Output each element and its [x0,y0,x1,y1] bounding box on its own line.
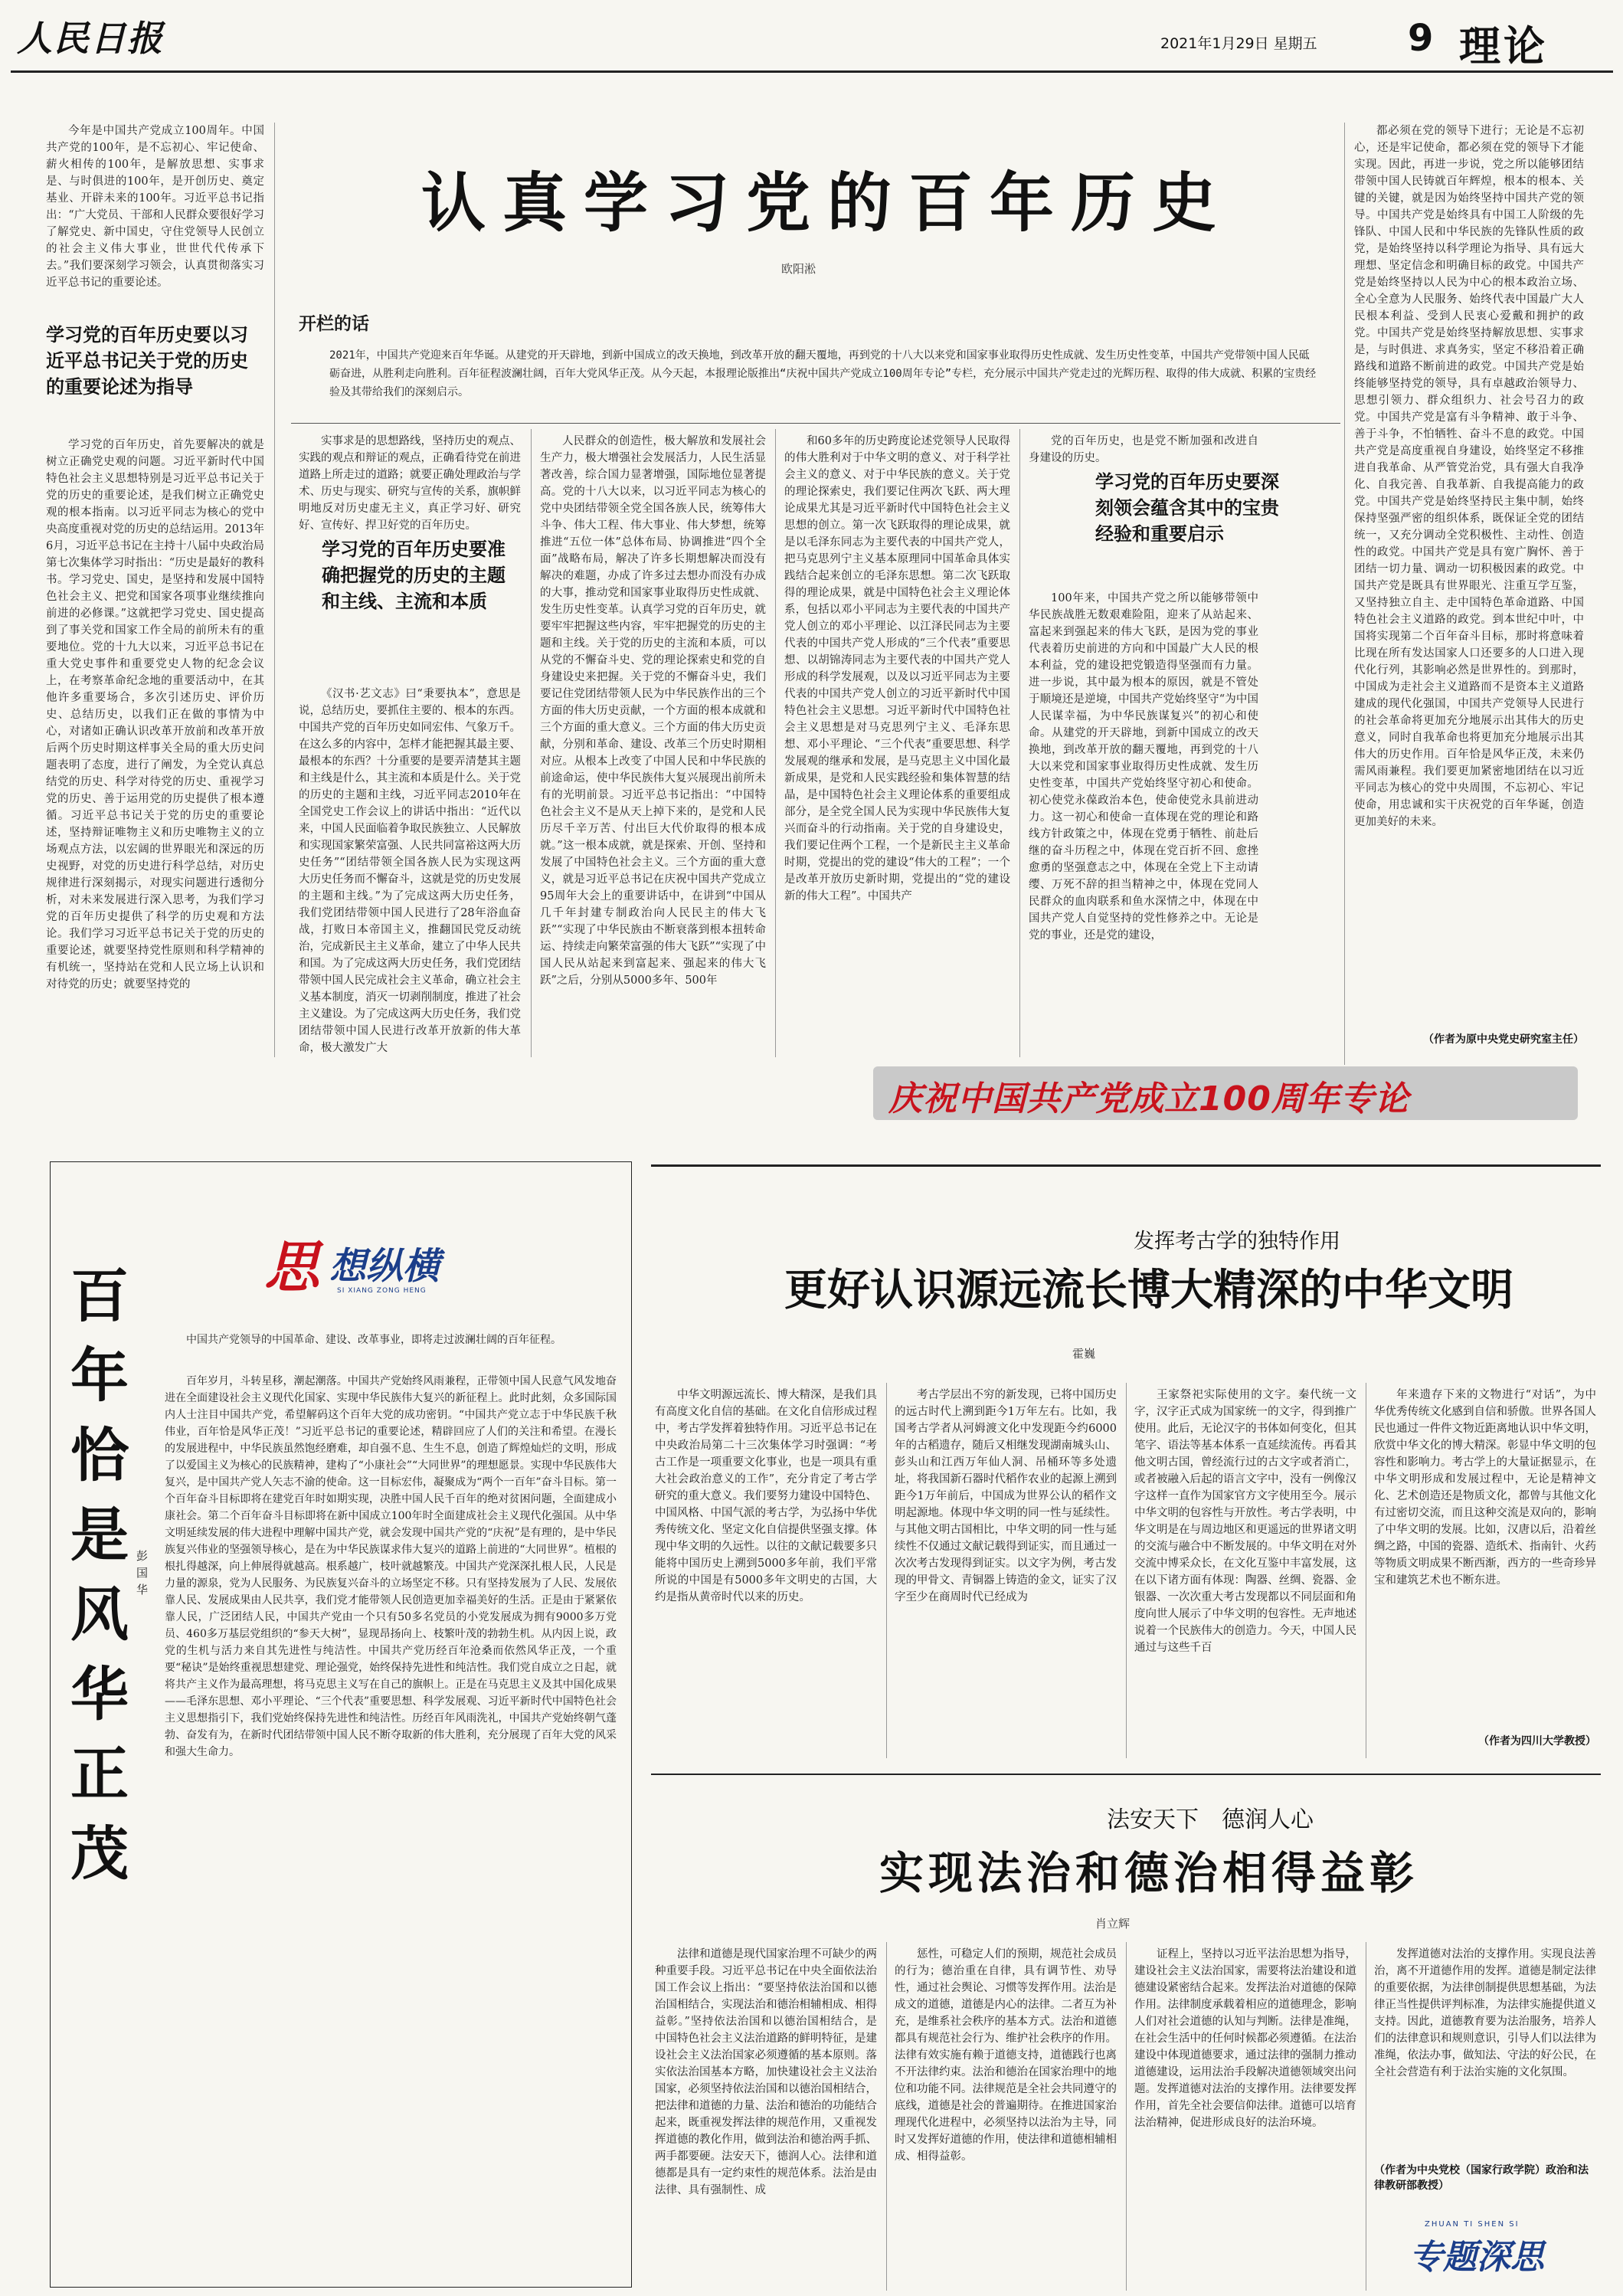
think-logo-char: 思 [264,1234,320,1299]
main-col-4: 和60多年的历史跨度论述党领导人民取得的伟大胜利对于中华文明的意义、对于科学社会主义的意义、对于中华民族的意义。关于党的理论探索史，我们要记住两次飞跃、两大理论成果尤其是习近平新时代中国特色社会主义思想的创立。第一次飞跃取得的理论成果，就是以毛泽东同志为主要代表的中国共产党人，把马克思列宁主义基本原理同中国革命具体实践结合起来创立的毛泽东思想。第二次飞跃取得的理论成果，就是中国特色社会主义理论体系，包括以邓小平同志为主要代表的中国共产党人创立的邓小平理论、以江泽民同志为主要代表的中国共产党人形成的“三个代表”重要思想、以胡锦涛同志为主要代表的中国共产党人形成的科学发展观，以及以习近平同志为主要代表的中国共产党人创立的习近平新时代中国特色社会主义思想。习近平新时代中国特色社会主义思想是对马克思列宁主义、毛泽东思想、邓小平理论、“三个代表”重要思想、科学发展观的继承和发展，是马克思主义中国化最新成果，是党和人民实践经验和集体智慧的结晶，是中国特色社会主义理论体系的重要组成部分，是全党全国人民为实现中华民族伟大复兴而奋斗的行动指南。关于党的自身建设史，我们要记住两个工程，一个是新民主主义革命时期，党提出的党的建设“伟大的工程”；一个是改革开放历史新时期，党提出的“党的建设新的伟大工程”。中国共产 [784,435,1010,902]
col-divider [531,429,532,1057]
law-title: 实现法治和德治相得益彰 [879,1847,1418,1899]
law-col-2: 惩性，可稳定人们的预期，规范社会成员的行为；德治重在自律，具有调节性、劝导性，通过社会舆论、习惯等发挥作用。法治是成文的道德，道德是内心的法律。二者互为补充，是维系社会秩序的基本方式。法治和道德都具有规范社会行为、维护社会秩序的作用。法律有效实施有赖于道德支持，道德践行也离不开法律约束。法治和德治在国家治理中的地位和功能不同。法律规范是全社会共同遵守的底线，道德是社会的普遍期待。在推进国家治理现代化进程中，必须坚持以法治为主导，同时又发挥好道德的作用，使法律和道德相辅相成、相得益彰。 [895,1948,1117,2163]
archaeology-col-1: 中华文明源远流长、博大精深，是我们具有高度文化自信的基础。在文化自信形成过程中，考古学发挥着独特作用。习近平总书记在中央政治局第二十三次集体学习时强调：“考古工作是一项重要文化事业，也是一项具有重大社会政治意义的工作”，充分肯定了考古学研究的重大意义。我们要努力建设中国特色、中国风格、中国气派的考古学，为弘扬中华优秀传统文化、坚定文化自信提供坚强支撑。体现中华文明的久远性。以往的文献记载要多只能将中国历史上溯到5000多年前，我们平常所说的中国是有5000多年文明史的古国，大约是指从黄帝时代以来的历史。 [655,1389,877,1603]
masthead-logo: 人民日报 [17,18,164,59]
main-author: 欧阳淞 [781,262,816,276]
banner-text: 庆祝中国共产党成立100周年专论 [888,1079,1409,1119]
col-divider [886,1383,887,1758]
column-intro-label: 开栏的话 [299,314,369,334]
main-col-1: 学习党的百年历史，首先要解决的就是树立正确党史观的问题。习近平新时代中国特色社会主义思想特别是习近平总书记关于党的历史的重要论述，是我们树立正确党史观的根本指南。以习近平同志为核心的党中央高度重视对党的历史的总结运用。2013年6月，习近平总书记在主持十八届中央政治局第七次集体学习时指出：“历史是最好的教科书。学习党史、国史，是坚持和发展中国特色社会主义、把党和国家各项事业继续推向前进的必修课。”这就把学习党史、国史提高到了事关党和国家工作全局的前所未有的重要地位。党的十九大以来，习近平总书记在重大党史事件和重要党史人物的纪念会议上，在考察革命纪念地的重要活动中，在其他许多重要场合，多次引述历史、评价历史、总结历史，以我们正在做的事情为中心，对诸如正确认识改革开放前和改革开放后两个历史时期这样事关全局的重大历史问题表明了态度，进行了阐发，为全党认真总结党的历史、科学对待党的历史、重视学习党的历史、善于运用党的历史提供了根本遵循。习近平总书记关于党的历史的重要论述，坚持辩证唯物主义和历史唯物主义的立场观点方法，以宏阔的世界眼光和深远的历史视野，对党的历史进行科学总结，对历史规律进行深刻揭示，对现实问题进行透彻分析，对未来发展进行深入思考，为我们学习党的百年历史提供了科学的历史观和方法论。我们学习习近平总书记关于党的历史的重要论述，就要坚持党性原则和科学精神的有机统一，坚持站在党和人民立场上认识和对待党的历史；就要坚持党的 [46,439,264,991]
section-rule [651,1774,1601,1775]
main-col-5b: 100年来，中国共产党之所以能够带领中华民族战胜无数艰难险阻，迎来了从站起来、富起来到强起来的伟大飞跃，是因为党的事业代表着历史前进的方向和中国最广大人民的根本利益，党的建设把党锻造得坚强而有力量。进一步说，其中最为根本的原因，就是不管处于顺境还是逆境，中国共产党始终坚守“为中国人民谋幸福，为中华民族谋复兴”的初心和使命。从建党的开天辟地，到新中国成立的改天换地，到改革开放的翻天覆地，再到党的十八大以来党和国家事业取得历史性成就、发生历史性变革，中国共产党始终坚守初心和使命。初心使党永葆政治本色，使命使党永具前进动力。这一初心和使命一直体现在党的理论和路线方针政策之中，体现在党勇于牺牲、前赴后继的奋斗历程之中，体现在党百折不回、愈挫愈勇的坚强意志之中，体现在全党上下主动请缨、万死不辞的担当精神之中，体现在党同人民群众的血肉联系和鱼水深情之中，体现在中国共产党人自觉坚持的党性修养之中。无论是党的事业，还是党的建设， [1029,592,1258,942]
masthead-date: 2021年1月29日 星期五 [1160,35,1317,52]
col-divider [1344,123,1345,1065]
main-col-6: 都必须在党的领导下进行；无论是不忘初心，还是牢记使命，都必须在党的领导下才能实现。因此，再进一步说，党之所以能够团结带领中国人民铸就百年辉煌，根本的根本、关键的关键，就是因为始终坚持中国共产党的领导。中国共产党是始终具有中国工人阶级的先锋队、中国人民和中华民族的先锋队性质的政党，是始终坚持以科学理论为指导、具有远大理想、坚定信念和明确目标的政党。中国共产党是始终坚持以人民为中心的根本政治立场、全心全意为人民服务、始终代表中国最广大人民根本利益、受到人民衷心爱戴和拥护的政党。中国共产党是始终坚持解放思想、实事求是，与时俱进、求真务实，坚定不移沿着正确路线和道路不断前进的政党。中国共产党是始终能够坚持党的领导，具有卓越政治领导力、思想引领力、群众组织力、社会号召力的政党。中国共产党是富有斗争精神、敢于斗争、善于斗争，不怕牺牲、奋斗不息的政党。中国共产党是高度重视自身建设，始终坚定不移推进自我革命、从严管党治党，具有强大自我净化、自我完善、自我革新、自我提高能力的政党。中国共产党是始终坚持民主集中制，始终保持坚强严密的组织体系，既保证全党的团结统一，又充分调动全党积极性、主动性、创造性的政党。中国共产党是具有宽广胸怀、善于团结一切力量、调动一切积极因素的政党。中国共产党是既具有世界眼光、注重互学互鉴，又坚持独立自主、走中国特色革命道路、中国特色社会主义道路的政党。到本世纪中叶，中国将实现第二个百年奋斗目标，那时将意味着比现在所有发达国家人口还要多的人口进入现代化行列，其影响必然是世界性的。到那时，中国成为走社会主义道路而不是资本主义道路建成的现代化强国，中国共产党领导人民进行的社会革命将更加充分地展示出其伟大的历史意义，同时自我革命也将更加充分地展示出其伟大的历史作用。百年恰是风华正茂，未来仍需风雨兼程。我们要更加紧密地团结在以习近平同志为核心的党中央周围，不忘初心、牢记使命，用忠诚和实干庆祝党的百年华诞，创造更加美好的未来。 [1354,125,1584,828]
law-col-1: 法律和道德是现代国家治理不可缺少的两种重要手段。习近平总书记在中央全面依法治国工作会议上指出：“要坚持依法治国和以德治国相结合，实现法治和德治相辅相成、相得益彰。”坚持依法治国和以德治国相结合，是中国特色社会主义法治道路的鲜明特征，是建设社会主义法治国家必须遵循的基本原则。落实依法治国基本方略，加快建设社会主义法治国家，必须坚持依法治国和以德治国相结合，把法律和道德的力量、法治和德治的功能结合起来，既重视发挥法律的规范作用，又重视发挥道德的教化作用，做到法治和德治两手抓、两手都要硬。法安天下，德润人心。法律和道德都是具有一定约束性的规范体系。法治是由法律、具有强制性、成 [655,1948,877,2196]
main-signature: （作者为原中央党史研究室主任） [1423,1033,1584,1046]
main-col-5a: 党的百年历史，也是党不断加强和改进自身建设的历史。 [1029,435,1258,464]
law-signature: （作者为中央党校（国家行政学院）政治和法律教研部教授） [1374,2164,1589,2192]
main-col-2b: 《汉书·艺文志》曰“秉要执本”，意思是说，总结历史，要抓住主要的、根本的东西。中国共产党的百年历史如同宏伟、气象万千。在这么多的内容中，怎样才能把握其最主要、最根本的东西？十分重要的是要弄清楚其主题和主线是什么，其主流和本质是什么。关于党的历史的主题和主线，习近平同志2010年在全国党史工作会议上的讲话中指出：“近代以来，中国人民面临着争取民族独立、人民解放和实现国家繁荣富强、人民共同富裕这两大历史任务”“团结带领全国各族人民为实现这两大历史任务而不懈奋斗，这就是党的历史发展的主题和主线。”为了完成这两大历史任务，我们党团结带领中国人民进行了28年浴血奋战，打败日本帝国主义，推翻国民党反动统治，完成新民主主义革命，建立了中华人民共和国。为了完成这两大历史任务，我们党团结带领中国人民完成社会主义革命，确立社会主义基本制度，消灭一切剥削制度，推进了社会主义建设。为了完成这两大历史任务，我们党团结带领中国人民进行改革开放新的伟大革命，极大激发广大 [299,688,521,1054]
think-title: 百年恰是风华正茂 [70,1262,129,1888]
law-author: 肖立辉 [1095,1917,1131,1931]
think-logo-text: 想纵横 [329,1245,440,1288]
col-divider [886,1942,887,2291]
col-divider [1126,1942,1127,2291]
archaeology-col-3: 王家祭祀实际使用的文字。秦代统一文字，汉字正式成为国家统一的文字，得到推广使用。此后，无论汉字的书体如何变化，但其笔字、语法等基本体系一直延续流传。再看其他文明古国，曾经流行过的古文字或者消亡，或者被融入后起的语言文字中，没有一例像汉字这样一直作为国家官方文字使用至今。展示中华文明的包容性与开放性。考古学表明，中华文明是在与周边地区和更遥远的世界诸文明的交流与融合中不断发展的。中华文明在对外交流中博采众长，在文化互鉴中丰富发展，这在以下诸方面有体现：陶器、丝绸、瓷器、金银器、一次次重大考古发现都以不同层面和角度向世人展示了中华文明的包容性。无声地述说着一个民族伟大的创造力。今天，中国人民通过与这些千百 [1134,1389,1356,1654]
col-divider [274,123,275,1057]
law-col-4: 发挥道德对法治的支撑作用。实现良法善治，离不开道德作用的发挥。道德是制定法律的重要依据，为法律创制提供思想基础，为法律正当性提供评判标准，为法律实施提供道义支持。因此，道德教育要为法治服务，培养人们的法律意识和规则意识，引导人们以法律为准绳，依法办事，做知法、守法的好公民，在全社会营造有利于法治实施的文化氛围。 [1374,1948,1596,2078]
law-kicker: 法安天下 德润人心 [1107,1806,1314,1833]
intro-rule [291,423,1340,424]
archaeology-signature: （作者为四川大学教授） [1478,1735,1596,1747]
think-author: 彭国华 [136,1549,149,1597]
archaeology-col-4: 年来遗存下来的文物进行“对话”，为中华优秀传统文化感到自信和骄傲。世界各国人民也通过一件件文物近距离地认识中华文明，欣赏中华文化的博大精深。彰显中华文明的包容性和影响力。考古学上的大量证据显示，在中华文明形成和发展过程中，无论是精神文化、艺术创造还是物质文化，都曾与其他文化有过密切交流，而且这种交流是双向的，影响了中华文明的发展。比如，汉唐以后，沿着丝绸之路，中国的瓷器、造纸术、指南针、火药等物质文明成果不断西渐，西方的一些奇珍异宝和建筑艺术也不断东进。 [1374,1389,1596,1587]
think-logo-pinyin: SI XIANG ZONG HENG [337,1287,427,1295]
law-col-3: 证程上，坚持以习近平法治思想为指导，建设社会主义法治国家，需要将法治建设和道德建设紧密结合起来。发挥法治对道德的保障作用。法律制度承载着相应的道德理念，影响人们对社会道德的认知与判断。法律是准绳，在社会生活中的任何时候都必须遵循。在法治建设中体现道德要求，通过法律的强制力推动道德建设，运用法治手段解决道德领域突出问题。发挥道德对法治的支撑作用。法律要发挥作用，首先全社会要信仰法律。道德可以培育法治精神，促进形成良好的法治环境。 [1134,1948,1356,2129]
archaeology-author: 霍巍 [1072,1347,1096,1361]
zhuanti-pinyin: ZHUAN TI SHEN SI [1425,2220,1520,2229]
think-body: 百年岁月，斗转星移，潮起潮落。中国共产党始终风雨兼程，正带领中国人民意气风发地奋进在全面建设社会主义现代化国家、实现中华民族伟大复兴的新征程上。此时此刻，众多国际国内人士注目中国共产党，希望解码这个百年大党的成功密钥。“中国共产党立志于中华民族千秋伟业，百年恰是风华正茂！”习近平总书记的重要论述，精辟回应了人们的关注和希望。在漫长的发展进程中，中华民族虽然饱经磨难，却自强不息、生生不息，创造了辉煌灿烂的文明，形成了以爱国主义为核心的民族精神，建构了“小康社会”“大同世界”的理想愿景。实现中华民族伟大复兴，是中国共产党人矢志不渝的使命。这一目标宏伟，凝聚成为“两个一百年”奋斗目标。第一个百年奋斗目标即将在建党百年时如期实现，决胜中国人民千百年的绝对贫困问题，全面建成小康社会。第二个百年奋斗目标即将在新中国成立100年时全面建成社会主义现代化强国。从中华文明延续发展的伟大进程中理解中国共产党，就会发现中国共产党的“庆祝”是有理的，是中华民族复兴伟业的坚强领导核心，是在为中华民族谋求伟大复兴的道路上前进的“大同世界”。植根的根扎得越深，向上伸展得就越高。根系越广，枝叶就越繁茂。中国共产党深深扎根人民，人民是力量的源泉，党为人民服务、为民族复兴奋斗的立场坚定不移。只有坚持发展为了人民、发展依靠人民、发展成果由人民共享，我们党才能带领人民创造更加幸福美好的生活。正是由于紧紧依靠人民，广泛团结人民，中国共产党由一个只有50多名党员的小党发展成为拥有9000多万党员、460多万基层党组织的“参天大树”，显现昂扬向上、枝繁叶茂的勃勃生机。从内因上说，政党的生机与活力来自其先进性与纯洁性。中国共产党历经百年沧桑而依然风华正茂，一个重要“秘诀”是始终重视思想建党、理论强党，始终保持先进性和纯洁性。我们党自成立之日起，就将共产主义作为最高理想，将马克思主义写在自己的旗帜上。正是在马克思主义及其中国化成果——毛泽东思想、邓小平理论、“三个代表”重要思想、科学发展观、习近平新时代中国特色社会主义思想指引下，我们党始终保持先进性和纯洁性。历经百年风雨洗礼，中国共产党始终朝气蓬勃、奋发有为，在新时代团结带领中国人民不断夺取新的伟大胜利，充分展现了百年大党的风采和强大生命力。 [165,1375,617,1758]
page-number: 9 [1408,17,1434,60]
subhead-2: 学习党的百年历史要准确把握党的历史的主题和主线、主流和本质 [322,539,506,612]
zhuanti-logo: 专题深思 [1409,2238,1544,2277]
subhead-1: 学习党的百年历史要以习近平总书记关于党的历史的重要论述为指导 [46,324,248,398]
think-intro: 中国共产党领导的中国革命、建设、改革事业，即将走过波澜壮阔的百年征程。 [186,1334,561,1346]
subhead-3: 学习党的百年历史要深刻领会蕴含其中的宝贵经验和重要启示 [1095,471,1279,545]
main-lead: 今年是中国共产党成立100周年。中国共产党的100年，是不忘初心、牢记使命、薪火相传的100年，是解放思想、实事求是、与时俱进的100年，是开创历史、奠定基业、开辟未来的100年。习近平总书记指出：“广大党员、干部和人民群众要很好学习了解党史、新中国史，守住党领导人民创立的社会主义伟大事业，世世代代传承下去。”我们要深刻学习领会，认真贯彻落实习近平总书记的重要论述。 [46,125,264,289]
main-col-3: 人民群众的创造性，极大解放和发展社会生产力，极大增强社会发展活力，人民生活显著改善，综合国力显著增强，国际地位显著提高。党的十八大以来，以习近平同志为核心的党中央团结带领全党全国各族人民，统筹伟大斗争、伟大工程、伟大事业、伟大梦想，统筹推进“五位一体”总体布局、协调推进“四个全面”战略布局，解决了许多长期想解决而没有解决的难题，办成了许多过去想办而没有办成的大事，推动党和国家事业取得历史性成就、发生历史性变革。认真学习党的百年历史，就要牢牢把握这些内容，牢牢把握党的历史的主题和主线。关于党的历史的主流和本质，可以从党的不懈奋斗史、党的理论探索史和党的自身建设史来把握。关于党的不懈奋斗史，我们要记住党团结带领人民为中华民族作出的三个方面的伟大历史贡献，一个方面的根本成就和三个方面的重大意义。三个方面的伟大历史贡献，分别和革命、建设、改革三个历史时期相对应。从根本上改变了中国人民和中华民族的前途命运，使中华民族伟大复兴展现出前所未有的光明前景。习近平总书记指出：“中国特色社会主义不是从天上掉下来的，是党和人民历尽千辛万苦、付出巨大代价取得的根本成就。”这一根本成就，就是探索、开创、坚持和发展了中国特色社会主义。三个方面的重大意义，就是习近平总书记在庆祝中国共产党成立95周年大会上的重要讲话中，在讲到“中国从几千年封建专制政治向人民民主的伟大飞跃”“实现了中华民族由不断衰落到根本扭转命运、持续走向繁荣富强的伟大飞跃”“实现了中国人民从站起来到富起来、强起来的伟大飞跃”之后，分别从5000多年、500年 [540,435,766,987]
col-divider [1019,429,1020,1057]
section-rule [651,1164,1601,1167]
archaeology-title: 更好认识源远流长博大精深的中华文明 [784,1266,1513,1315]
section-name: 理论 [1459,22,1548,70]
main-col-2a: 实事求是的思想路线，坚持历史的观点、实践的观点和辩证的观点，正确看待党在前进道路上所走过的道路；就要正确处理政治与学术、历史与现实、研究与宣传的关系，旗帜鲜明地反对历史虚无主义，真正学习好、研究好、宣传好、捍卫好党的百年历史。 [299,435,521,532]
column-intro-text: 2021年，中国共产党迎来百年华诞。从建党的开天辟地，到新中国成立的改天换地，到改革开放的翻天覆地，再到党的十八大以来党和国家事业取得历史性成就、发生历史性变革，中国共产党带领中国人民砥砺奋进，从胜利走向胜利。百年征程波澜壮阔，百年大党风华正茂。从今天起，本报理论版推出“庆祝中国共产党成立100周年专论”专栏，充分展示中国共产党走过的光辉历程、取得的伟大成就、积累的宝贵经验及其带给我们的深刻启示。 [329,349,1317,398]
masthead-rule [11,70,1613,73]
archaeology-kicker: 发挥考古学的独特作用 [1134,1230,1340,1253]
col-divider [775,429,776,1057]
main-title: 认真学习党的百年历史 [420,165,1233,241]
archaeology-col-2: 考古学层出不穷的新发现，已将中国历史的远古时代上溯到距今1万年左右。比如，我国考古学者从河姆渡文化中发现距今约6000年的古稻遗存，随后又相继发现湖南城头山、彭头山和江西万年仙人洞、吊桶环等多处遗址，将我国新石器时代稻作农业的起源上溯到距今1万年前后，中国成为世界公认的稻作文明起源地。体现中华文明的同一性与延续性。与其他文明古国相比，中华文明的同一性与延续性不仅通过文献记载得到证实，而且通过一次次考古发现得到证实。以文字为例，考古发现的甲骨文、青铜器上铸造的金文，证实了汉字至少在商周时代已经成为 [895,1389,1117,1603]
col-divider [1126,1383,1127,1758]
